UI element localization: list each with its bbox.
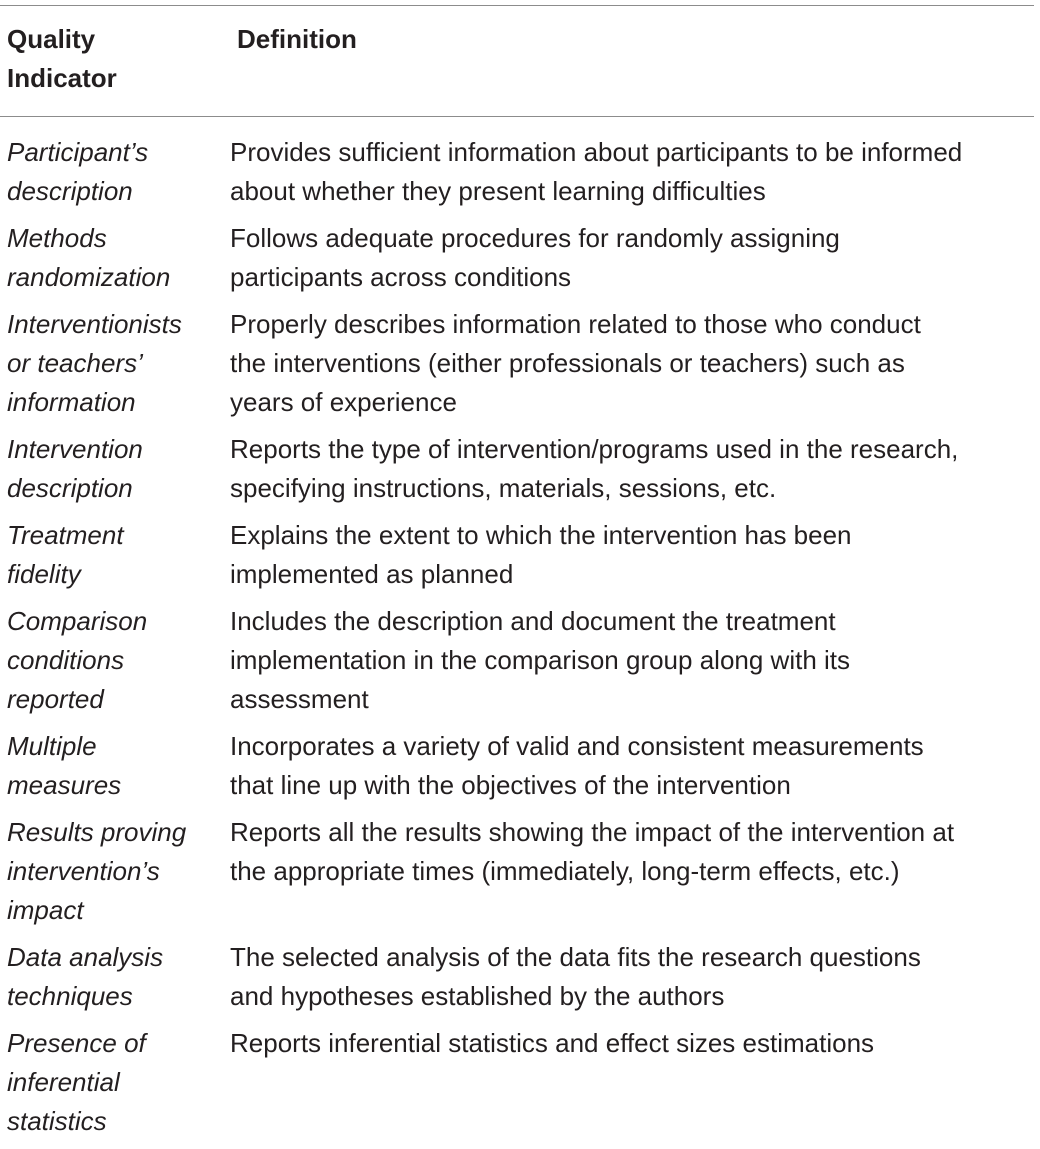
row-definition: [230, 938, 1033, 1016]
header-definition: Definition: [237, 24, 357, 54]
definition-line: Reports inferential statistics and effect sizes estimations: [230, 1028, 875, 1058]
definition-line: Provides sufficient information about participants to be informed: [230, 137, 963, 167]
definition-line: that line up with the objectives of the intervention: [230, 770, 791, 800]
quality-indicator-line: Data analysis: [7, 942, 164, 972]
quality-indicator-line: randomization: [7, 262, 171, 292]
row-definition: [230, 133, 1033, 211]
quality-indicator-line: conditions: [7, 645, 125, 675]
definition-line: years of experience: [230, 387, 457, 417]
definition-line: Follows adequate procedures for randomly assigning: [230, 223, 840, 253]
definition-line: the appropriate times (immediately, long-term effects, etc.): [230, 856, 900, 886]
quality-indicator-line: Methods: [7, 223, 107, 253]
quality-indicator-line: information: [7, 387, 136, 417]
quality-indicator-line: Multiple: [7, 731, 97, 761]
definition-line: specifying instructions, materials, sessions, etc.: [230, 473, 777, 503]
table-row: [0, 133, 1040, 211]
table-row: [0, 305, 1040, 422]
row-quality-indicator: [0, 430, 230, 508]
row-quality-indicator: [0, 813, 230, 930]
row-definition: [230, 516, 1033, 594]
quality-indicator-line: inferential: [7, 1067, 120, 1097]
definition-line: Includes the description and document the treatment: [230, 606, 836, 636]
row-definition: [230, 305, 1033, 422]
row-definition: [230, 602, 1033, 719]
definition-line: Properly describes information related to those who conduct: [230, 309, 921, 339]
quality-indicator-line: description: [7, 176, 133, 206]
definition-line: Reports the type of intervention/programs used in the research,: [230, 434, 959, 464]
quality-indicator-line: description: [7, 473, 133, 503]
quality-indicator-line: Presence of: [7, 1028, 146, 1058]
row-definition: [230, 430, 1033, 508]
quality-indicator-line: Participant’s: [7, 137, 149, 167]
definition-line: assessment: [230, 684, 369, 714]
header-quality-indicator-line2: Indicator: [7, 63, 117, 93]
quality-indicator-line: Comparison: [7, 606, 148, 636]
row-quality-indicator: [0, 602, 230, 719]
table-row: [0, 1024, 1040, 1141]
header-quality-indicator: [7, 20, 227, 98]
table-row: [0, 219, 1040, 297]
table-row: [0, 727, 1040, 805]
row-quality-indicator: [0, 727, 230, 805]
definition-line: participants across conditions: [230, 262, 572, 292]
definition-line: Reports all the results showing the impact of the intervention at: [230, 817, 955, 847]
quality-indicator-line: reported: [7, 684, 104, 714]
table-row: [0, 516, 1040, 594]
row-quality-indicator: [0, 938, 230, 1016]
table-row: [0, 813, 1040, 930]
quality-indicator-line: statistics: [7, 1106, 107, 1136]
row-definition: [230, 727, 1033, 805]
quality-indicator-line: Intervention: [7, 434, 143, 464]
definition-line: implementation in the comparison group along with its: [230, 645, 851, 675]
table-top-rule: [0, 5, 1034, 6]
row-definition: [230, 1024, 1033, 1141]
quality-indicator-line: impact: [7, 895, 84, 925]
definition-line: implemented as planned: [230, 559, 514, 589]
quality-indicator-line: techniques: [7, 981, 133, 1011]
table-header-rule: [0, 116, 1034, 117]
row-quality-indicator: [0, 219, 230, 297]
definition-line: Explains the extent to which the intervention has been: [230, 520, 852, 550]
quality-indicator-line: measures: [7, 770, 122, 800]
row-quality-indicator: [0, 1024, 230, 1141]
definition-line: and hypotheses established by the authors: [230, 981, 725, 1011]
definition-line: Incorporates a variety of valid and consistent measurements: [230, 731, 924, 761]
table-row: [0, 430, 1040, 508]
table-body: [0, 133, 1040, 1149]
row-definition: [230, 813, 1033, 930]
definition-line: The selected analysis of the data fits the research questions: [230, 942, 921, 972]
table-row: [0, 938, 1040, 1016]
quality-indicator-line: Treatment: [7, 520, 124, 550]
row-quality-indicator: [0, 305, 230, 422]
definition-line: the interventions (either professionals or teachers) such as: [230, 348, 905, 378]
row-quality-indicator: [0, 516, 230, 594]
quality-indicator-line: or teachers’: [7, 348, 143, 378]
quality-indicator-line: Interventionists: [7, 309, 182, 339]
quality-indicator-line: intervention’s: [7, 856, 160, 886]
quality-indicator-line: Results proving: [7, 817, 187, 847]
table-row: [0, 602, 1040, 719]
definition-line: about whether they present learning difficulties: [230, 176, 766, 206]
quality-indicator-line: fidelity: [7, 559, 81, 589]
row-definition: [230, 219, 1033, 297]
header-quality-indicator-line1: Quality: [7, 24, 96, 54]
row-quality-indicator: [0, 133, 230, 211]
